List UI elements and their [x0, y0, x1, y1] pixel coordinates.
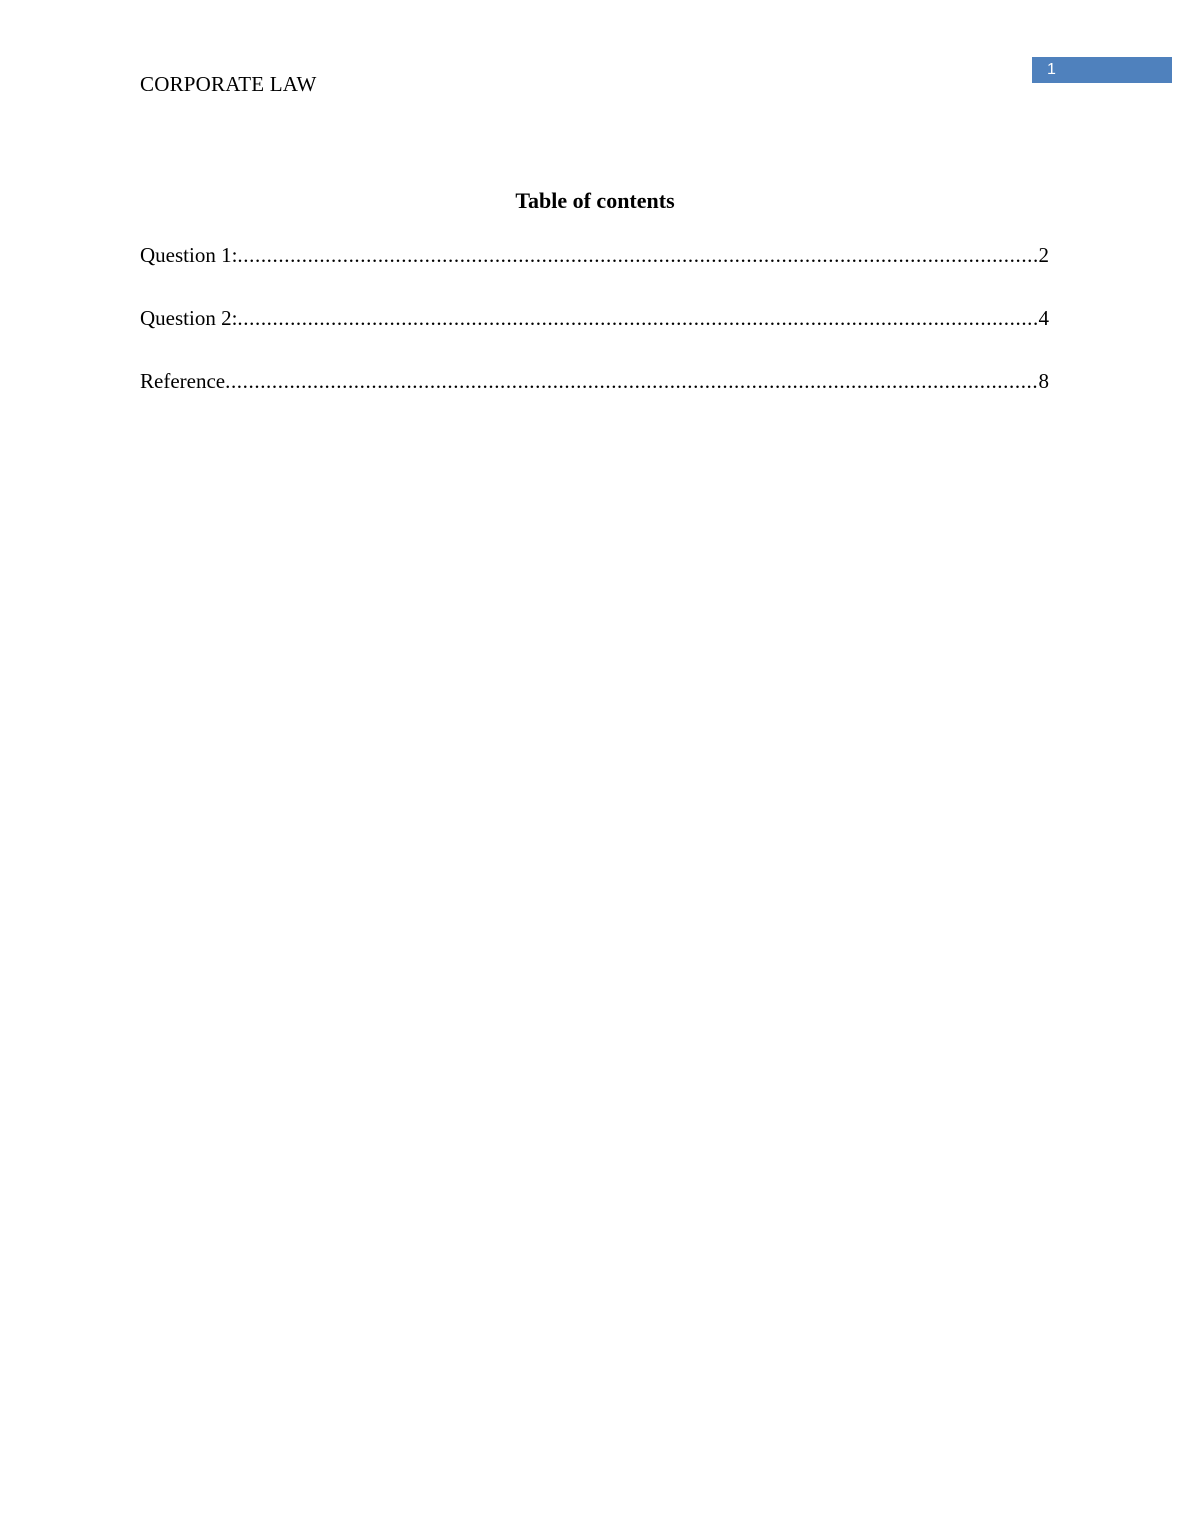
toc-heading: Table of contents — [515, 188, 675, 213]
toc-dot-leader — [237, 303, 1038, 333]
toc-entry-page: 8 — [1038, 369, 1049, 393]
toc-dot-leader — [237, 240, 1038, 270]
toc-entry-question-1[interactable] — [140, 240, 1049, 303]
toc-entry-label: Question 2: — [140, 306, 238, 330]
toc-entry-page: 4 — [1038, 306, 1049, 330]
page-number-badge: 1 — [1032, 57, 1172, 83]
toc-entry-reference[interactable] — [140, 366, 1049, 429]
toc-entry-page: 2 — [1038, 243, 1049, 267]
running-header-title: CORPORATE LAW — [140, 72, 317, 96]
toc-entry-question-2[interactable] — [140, 303, 1049, 366]
toc-entry-label: Question 1: — [140, 243, 238, 267]
toc-entry-label: Reference — [140, 369, 226, 393]
toc-list — [140, 240, 1049, 429]
toc-dot-leader — [225, 366, 1038, 396]
